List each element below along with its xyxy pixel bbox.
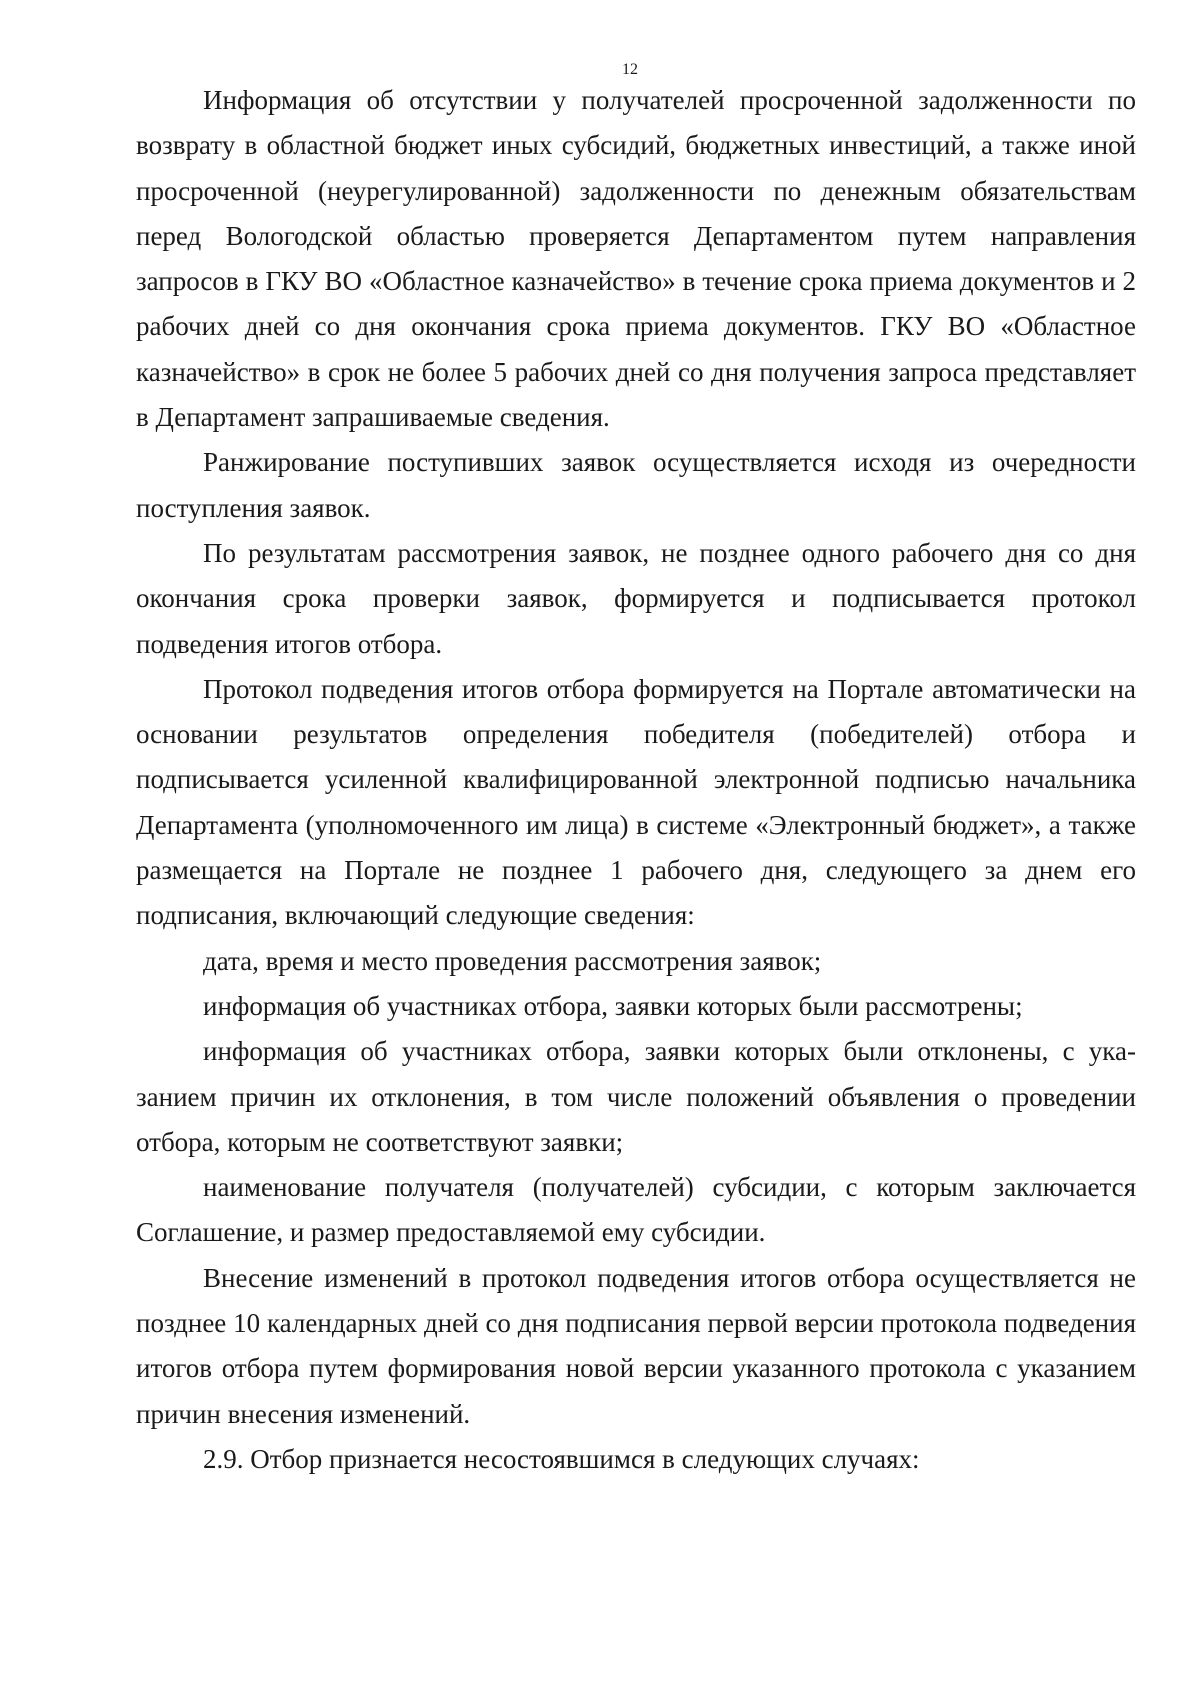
paragraph-debt-check: Информация об отсутствии у получателей просроченной задолженности по возврату в областной бюджет иных субсидий, бюджетных инвестиций, а также иной просроченной (неурегулированной) задолженности по денежным обязательствам перед Вологодской областью проверяется Департаментом путем направления запросов в ГКУ ВО «Областное казначейство» в течение срока приема документов и 2 рабочих дней со дня окончания срока приема документов. ГКУ ВО «Областное казначейство» в срок не более 5 рабочих дней со дня получения запроса представляет в Департамент запрашиваемые сведения. [136, 85, 1136, 433]
page-number: 12 [622, 61, 638, 78]
list-item-rejected-participants: информация об участниках отбора, заявки которых были отклонены, с указанием причин их отклонения, в том числе положений объявления о проведении отбора, которым не соответствуют заявки; [136, 1036, 1136, 1157]
list-item-date-time-place: дата, время и место проведения рассмотрения заявок; [203, 945, 822, 976]
list-item-recipient-name: наименование получателя (получателей) субсидии, с которым заключается Соглашение, и размер предоставляемой ему субсидии. [136, 1172, 1136, 1248]
paragraph-protocol-changes: Внесение изменений в протокол подведения итогов отбора осуществляется не позднее 10 календарных дней со дня подписания первой версии протокола подведения итогов отбора путем формирования новой версии указанного протокола с указанием причин внесения изменений. [136, 1262, 1136, 1429]
section-heading-2-9: 2.9. Отбор признается несостоявшимся в следующих случаях: [203, 1443, 920, 1474]
paragraph-ranking: Ранжирование поступивших заявок осуществляется исходя из очередности поступления заявок. [136, 447, 1136, 523]
document-body [136, 78, 1136, 1482]
paragraph-review-results: По результатам рассмотрения заявок, не позднее одного рабочего дня со дня окончания срока проверки заявок, формируется и подписывается протокол подведения итогов отбора. [136, 537, 1136, 659]
list-item-reviewed-participants: информация об участниках отбора, заявки которых были рассмотрены; [203, 990, 1023, 1021]
paragraph-protocol-formation: Протокол подведения итогов отбора формируется на Портале автоматически на основании результатов определения победителя (победителей) отбора и подписывается усиленной квалифицированной электронной подписью начальника Департамента (уполномоченного им лица) в системе «Электронный бюджет», а также размещается на Портале не позднее 1 рабочего дня, следующего за днем его подписания, включающий следующие сведения: [136, 673, 1136, 931]
